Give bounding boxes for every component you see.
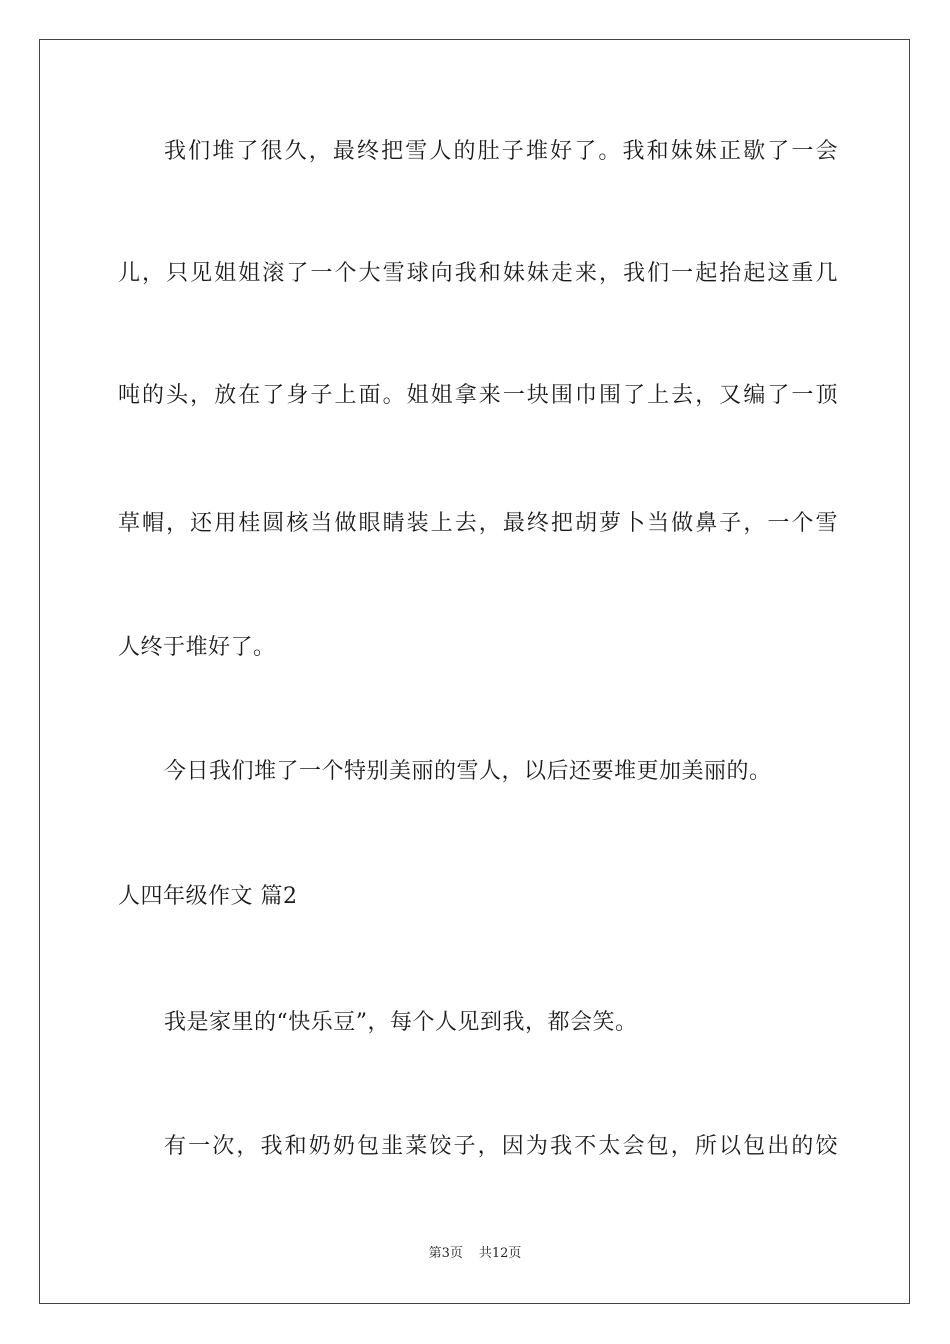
page-total: 共12页 [478,1246,522,1261]
paragraph-line-4: 草帽，还用桂圆核当做眼睛装上去，最终把胡萝卜当做鼻子，一个雪 [118,511,838,536]
paragraph-line-3: 吨的头，放在了身子上面。姐姐拿来一块围巾围了上去，又编了一顶 [118,383,838,408]
page-number: 第3页 [428,1246,463,1261]
paragraph-line-6: 今日我们堆了一个特别美丽的雪人，以后还要堆更加美丽的。 [164,759,772,784]
section-heading: 人四年级作文 篇2 [118,884,298,909]
paragraph-line-8: 有一次，我和奶奶包韭菜饺子，因为我不太会包，所以包出的饺 [164,1134,838,1159]
page-footer [0,1245,950,1263]
paragraph-line-1: 我们堆了很久，最终把雪人的肚子堆好了。我和妹妹正歇了一会 [164,139,838,164]
page-border [39,39,910,1304]
paragraph-line-2: 儿，只见姐姐滚了一个大雪球向我和妹妹走来，我们一起抬起这重几 [118,261,838,286]
paragraph-line-5: 人终于堆好了。 [118,635,276,660]
paragraph-line-7: 我是家里的“快乐豆”，每个人见到我，都会笑。 [164,1010,638,1035]
